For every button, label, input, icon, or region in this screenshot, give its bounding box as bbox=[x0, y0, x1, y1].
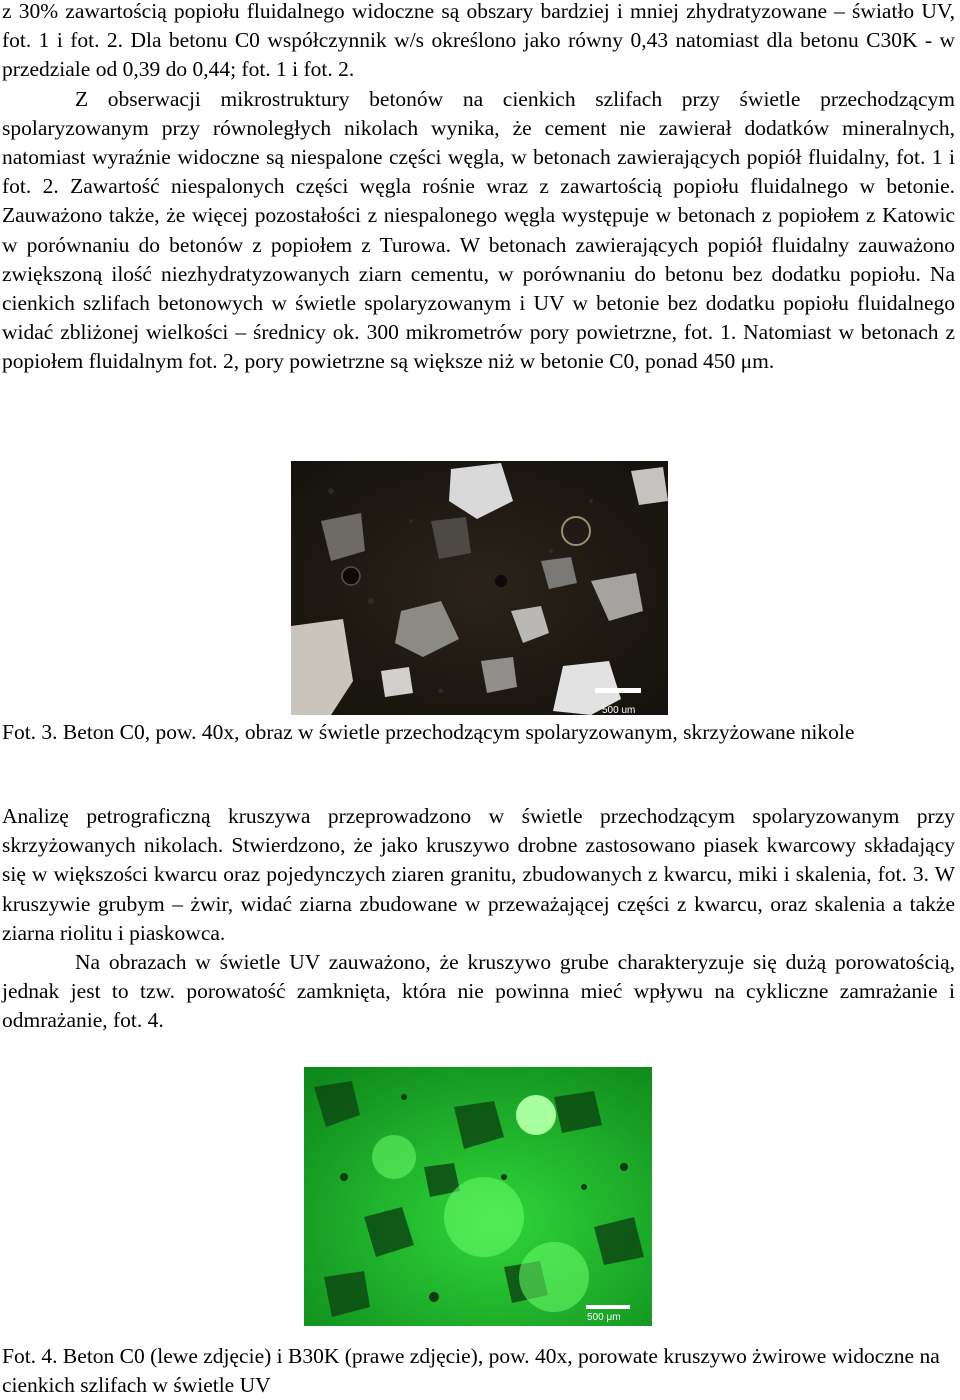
paragraph-text: Na obrazach w świetle UV zauważono, że kruszywo grube charakteryzuje się dużą porowatością, jednak jest to tzw. porowatość zamknięta, która nie powinna mieć wpływu na cykliczne zamrażanie i odmrażanie, fot. 4. bbox=[2, 950, 955, 1033]
paragraph-text: z 30% zawartością popiołu fluidalnego widoczne są obszary bardziej i mniej zhydratyzowane – światło UV, fot. 1 i fot. 2. Dla betonu C0 współczynnik w/s określono jako równy 0,43 natomiast dla betonu C30K - w przedziale od 0,39 do 0,44; fot. 1 i fot. 2. bbox=[2, 0, 955, 82]
scale-bar-label: 500 um bbox=[602, 705, 636, 715]
paragraph-text: Z obserwacji mikrostruktury betonów na cienkich szlifach przy świetle przechodzącym spolaryzowanym przy równoległych nikolach wynika, że cement nie zawierał dodatków mineralnych, natomiast wyraźnie widoczne są niespalone części węgla, w betonach zawierających popiół fluidalny, fot. 1 i fot. 2. Zawartość niespalonych części węgla rośnie wraz z zawartością popiołu fluidalnego w betonie. Zauważono także, że więcej pozostałości z niespalonego węgla występuje w betonach z popiołem z Katowic w porównaniu do betonów z popiołem z Turowa. W betonach zawierających popiół fluidalny zauważono zwiększoną ilość niezhydratyzowanych ziarn cementu, w porównaniu do betonu bez dodatku popiołu. Na cienkich szlifach betonowych w świetle spolaryzowanym i UV w betonie bez dodatku popiołu fluidalnego widać zbliżonej wielkości – średnicy ok. 300 mikrometrów pory powietrzne, fot. 1. Natomiast w betonach z popiołem fluidalnym fot. 2, pory powietrzne są większe niż w betonie C0, ponad 450 μm. bbox=[2, 86, 955, 374]
paragraph-petrography bbox=[2, 802, 955, 1036]
micrograph-uv-light bbox=[304, 1067, 652, 1326]
figure-4-caption: Fot. 4. Beton C0 (lewe zdjęcie) i B30K (prawe zdjęcie), pow. 40x, porowate kruszywo żwirowe widoczne na cienkich szlifach w świetle UV bbox=[2, 1344, 940, 1398]
paragraph-microstructure bbox=[2, 0, 955, 377]
micrograph-polarized-light bbox=[291, 461, 668, 715]
paragraph-text: Analizę petrograficzną kruszywa przeprowadzono w świetle przechodzącym spolaryzowanym przy skrzyżowanych nikolach. Stwierdzono, że jako kruszywo drobne zastosowano piasek kwarcowy składający się w większości kwarcu oraz pojedynczych ziaren granitu, zbudowanych z kwarcu, miki i skalenia, fot. 3. W kruszywie grubym – żwir, widać ziarna zbudowane w przeważającej części z kwarcu, oraz skalenia a także ziarna riolitu i piaskowca. bbox=[2, 804, 955, 945]
scale-bar-label: 500 μm bbox=[587, 1312, 621, 1323]
figure-3-caption: Fot. 3. Beton C0, pow. 40x, obraz w świetle przechodzącym spolaryzowanym, skrzyżowane nikole bbox=[2, 720, 855, 744]
